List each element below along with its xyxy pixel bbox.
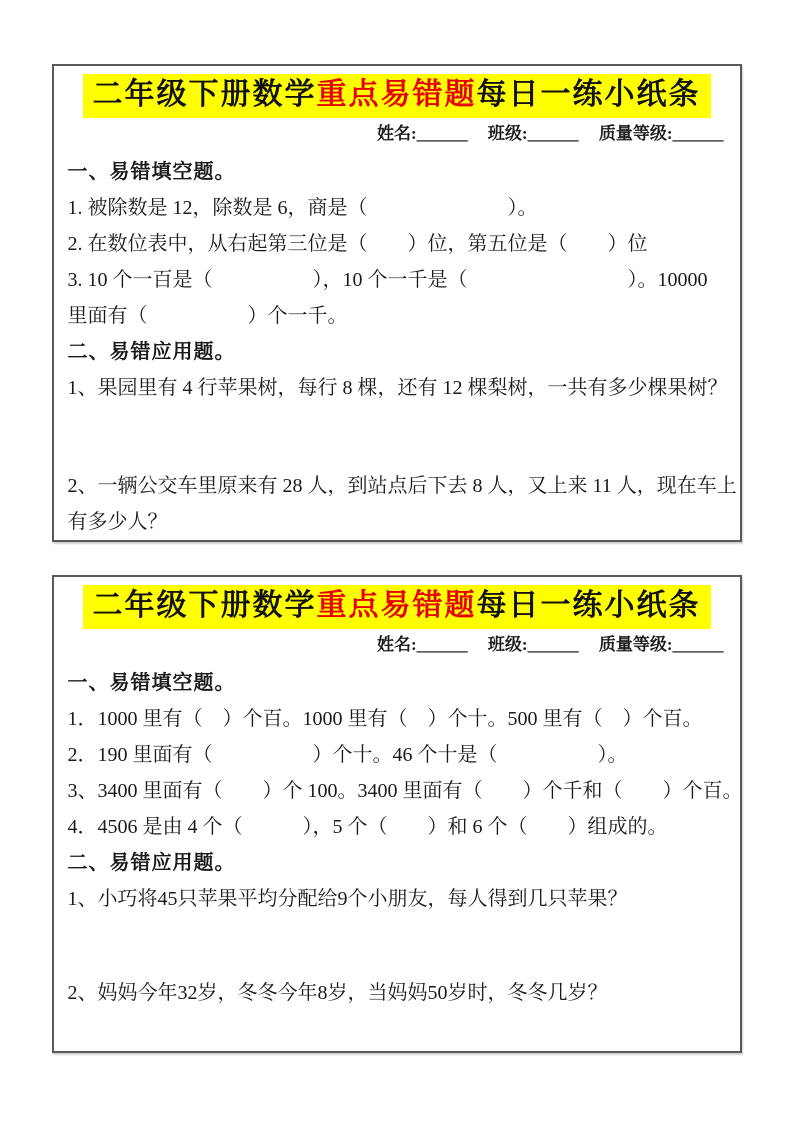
question-line: 3. 10 个一百是（ ），10 个一千是（ ）。10000 [67, 268, 708, 291]
question-line: 2、一辆公交车里原来有 28 人，到站点后下去 8 人，又上来 11 人，现在车上 [67, 474, 737, 497]
class-label: 班级: [487, 634, 528, 654]
question-line: 2、妈妈今年32岁，冬冬今年8岁，当妈妈50岁时，冬冬几岁？ [67, 981, 608, 1004]
question-line: 1．1000 里有（ ）个百。1000 里有（ ）个十。500 里有（ ）个百。 [67, 707, 703, 730]
question-line: 2．190 里面有（ ）个十。46 个十是（ ）。 [67, 743, 628, 766]
name-blank: ______ [416, 634, 468, 654]
title-part-3: 每日一练小纸条 [476, 78, 701, 111]
worksheet-card-1 [52, 64, 742, 542]
class-blank: ______ [527, 123, 579, 143]
grade-label: 质量等级: [598, 634, 673, 654]
name-label: 姓名: [376, 634, 417, 654]
title-part-1: 二年级下册数学 [92, 589, 317, 622]
worksheet-title-row [68, 585, 726, 629]
class-field [488, 635, 579, 654]
grade-field [599, 635, 724, 654]
card-1-content [67, 154, 737, 540]
answer-space [68, 406, 726, 468]
section-heading-word-problems: 二、易错应用题。 [67, 340, 236, 363]
name-field [377, 635, 468, 654]
class-label: 班级: [487, 123, 528, 143]
grade-label: 质量等级: [598, 123, 673, 143]
question-line: 4．4506 是由 4 个（ ），5 个（ ）和 6 个（ ）组成的。 [67, 815, 668, 838]
question-line: 1、小巧将45只苹果平均分配给9个小朋友，每人得到几只苹果？ [67, 887, 628, 910]
name-label: 姓名: [376, 123, 417, 143]
grade-blank: ______ [672, 123, 724, 143]
class-field [488, 124, 579, 143]
class-blank: ______ [527, 634, 579, 654]
grade-field [599, 124, 724, 143]
name-class-grade-row [68, 632, 726, 658]
question-line: 1. 被除数是 12，除数是 6，商是（ ）。 [67, 196, 538, 219]
question-line-continuation: 有多少人？ [67, 510, 168, 533]
question-line: 1、果园里有 4 行苹果树，每行 8 棵，还有 12 棵梨树，一共有多少棵果树？ [67, 376, 728, 399]
name-class-grade-row [68, 121, 726, 147]
grade-blank: ______ [672, 634, 724, 654]
question-line-continuation: 里面有（ ）个一千。 [67, 304, 348, 327]
worksheet-card-2 [52, 575, 742, 1053]
section-heading-fill-blanks: 一、易错填空题。 [67, 671, 236, 694]
worksheet-title-row [68, 74, 726, 118]
worksheet-title-highlight [83, 585, 711, 629]
section-heading-word-problems: 二、易错应用题。 [67, 851, 236, 874]
name-blank: ______ [416, 123, 468, 143]
title-part-red: 重点易错题 [316, 589, 477, 622]
question-line: 3、3400 里面有（ ）个 100。3400 里面有（ ）个千和（ ）个百。 [67, 779, 743, 802]
card-2-content [67, 665, 743, 1011]
question-line: 2. 在数位表中，从右起第三位是（ ）位，第五位是（ ）位 [67, 232, 648, 255]
title-part-red: 重点易错题 [316, 78, 477, 111]
title-part-3: 每日一练小纸条 [476, 589, 701, 622]
answer-space [68, 917, 726, 975]
worksheet-title-highlight [83, 74, 711, 118]
section-heading-fill-blanks: 一、易错填空题。 [67, 160, 236, 183]
name-field [377, 124, 468, 143]
title-part-1: 二年级下册数学 [92, 78, 317, 111]
